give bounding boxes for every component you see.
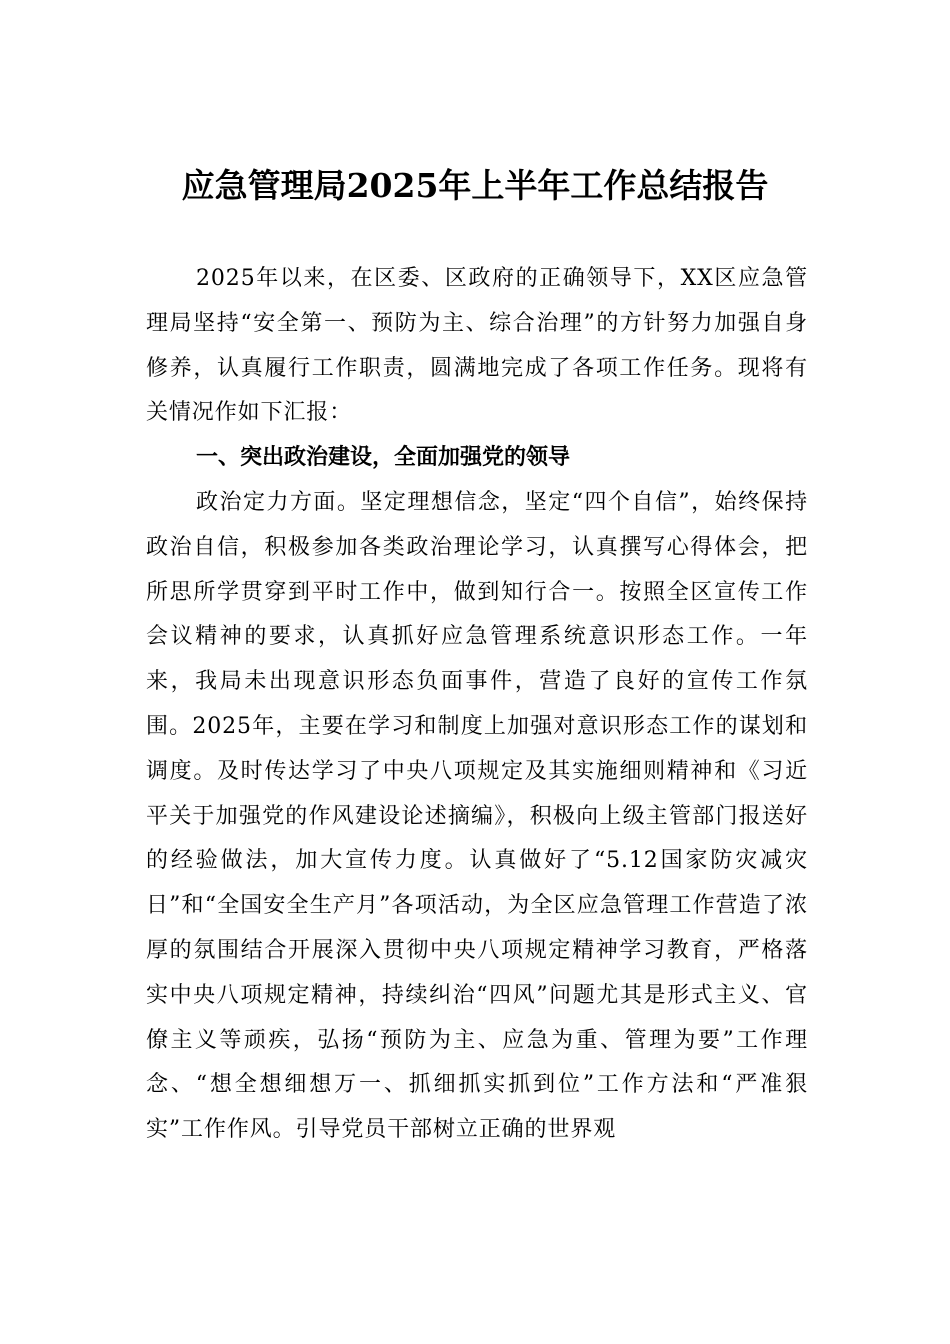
- intro-paragraph: 2025年以来，在区委、区政府的正确领导下，XX区应急管理局坚持“安全第一、预防为主、综合治理”的方针努力加强自身修养，认真履行工作职责，圆满地完成了各项工作任务。现将有关情况作如下汇报：: [146, 266, 808, 426]
- section-heading: 一、突出政治建设，全面加强党的领导: [196, 445, 571, 470]
- document-title: 应急管理局2025年上半年工作总结报告: [181, 166, 769, 205]
- section-paragraph: 政治定力方面。坚定理想信念，坚定“四个自信”，始终保持政治自信，积极参加各类政治理论学习，认真撰写心得体会，把所思所学贯穿到平时工作中，做到知行合一。按照全区宣传工作会议精神的要求，认真抓好应急管理系统意识形态工作。一年来，我局未出现意识形态负面事件，营造了良好的宣传工作氛围。2025年，主要在学习和制度上加强对意识形态工作的谋划和调度。及时传达学习了中央八项规定及其实施细则精神和《习近平关于加强党的作风建设论述摘编》，积极向上级主管部门报送好的经验做法，加大宣传力度。认真做好了“5.12国家防灾减灾日”和“全国安全生产月”各项活动，为全区应急管理工作营造了浓厚的氛围结合开展深入贯彻中央八项规定精神学习教育，严格落实中央八项规定精神，持续纠治“四风”问题尤其是形式主义、官僚主义等顽疾，弘扬“预防为主、应急为重、管理为要”工作理念、“想全想细想万一、抓细抓实抓到位”工作方法和“严准狠实”工作作风。引导党员干部树立正确的世界观: [146, 490, 808, 1143]
